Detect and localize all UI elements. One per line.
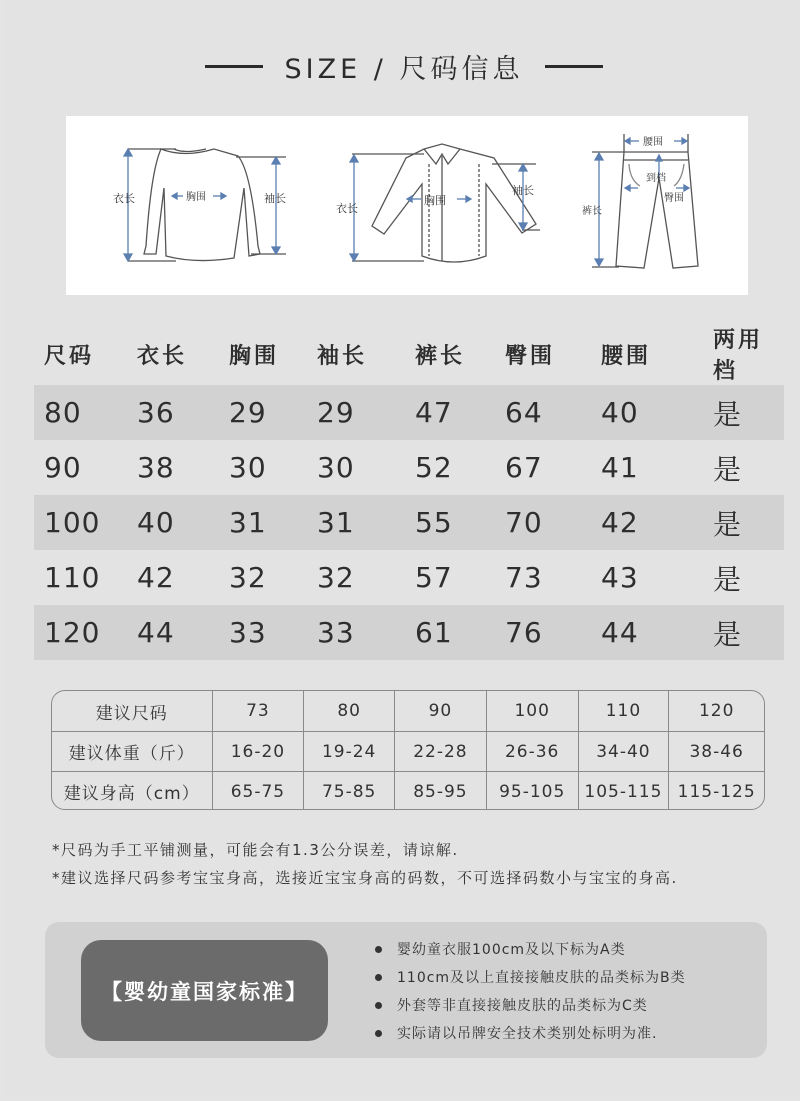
tshirt-sleeve-label: 袖长 <box>264 192 286 205</box>
bullet-icon <box>375 1030 382 1037</box>
bullet-icon <box>375 974 382 981</box>
cell-waist: 41 <box>601 451 639 484</box>
rec-cell: 34-40 <box>578 732 669 771</box>
cell-dual-crotch: 是 <box>713 397 743 431</box>
cell-dual-crotch: 是 <box>713 507 743 541</box>
table-row <box>34 440 784 495</box>
pants-hip-label: 臀围 <box>664 193 684 204</box>
rec-cell: 105-115 <box>578 772 669 810</box>
button-shirt-diagram-icon <box>314 116 564 295</box>
button-shirt-chest-label: 胸围 <box>424 194 446 207</box>
list-item <box>375 963 686 991</box>
cell-length: 42 <box>137 561 175 594</box>
rec-cell: 110 <box>578 691 669 731</box>
header-size: 尺码 <box>44 343 95 369</box>
section-title <box>4 44 800 88</box>
cell-pants-length: 47 <box>415 396 453 429</box>
table-row <box>34 605 784 660</box>
standard-item-text: 实际请以吊牌安全技术类别处标明为准. <box>397 1026 658 1042</box>
cell-size: 80 <box>44 396 82 429</box>
pants-length-label: 裤长 <box>582 206 602 217</box>
cell-chest: 29 <box>229 396 267 429</box>
bullet-icon <box>375 1002 382 1009</box>
cell-size: 110 <box>44 561 101 594</box>
size-table <box>34 328 784 660</box>
cell-sleeve: 29 <box>317 396 355 429</box>
rec-cell: 75-85 <box>303 772 394 810</box>
cell-size: 100 <box>44 506 101 539</box>
cell-pants-length: 57 <box>415 561 453 594</box>
pants-diagram-icon <box>564 116 754 295</box>
button-shirt-length-label: 衣长 <box>336 202 358 215</box>
note-measurement: *尺码为手工平铺测量，可能会有1.3公分误差，请谅解. <box>52 841 459 859</box>
cell-waist: 43 <box>601 561 639 594</box>
cell-pants-length: 55 <box>415 506 453 539</box>
rec-cell: 90 <box>394 691 486 731</box>
table-row <box>34 495 784 550</box>
title-text: SIZE / 尺码信息 <box>284 53 524 85</box>
cell-dual-crotch: 是 <box>713 562 743 596</box>
measurement-diagram <box>66 116 748 295</box>
rec-cell: 65-75 <box>212 772 304 810</box>
list-item <box>375 935 686 963</box>
title-divider-left <box>205 65 263 68</box>
table-row <box>52 771 764 810</box>
header-dual-crotch: 两用档 <box>713 328 764 384</box>
cell-waist: 42 <box>601 506 639 539</box>
table-row <box>52 731 764 771</box>
list-item <box>375 1019 686 1047</box>
table-row <box>34 385 784 440</box>
cell-chest: 30 <box>229 451 267 484</box>
rec-cell: 22-28 <box>394 732 486 771</box>
rec-cell: 26-36 <box>486 732 578 771</box>
cell-chest: 31 <box>229 506 267 539</box>
rec-cell: 80 <box>303 691 394 731</box>
bullet-icon <box>375 946 382 953</box>
rec-cell: 85-95 <box>394 772 486 810</box>
button-shirt-sleeve-label: 袖长 <box>512 184 534 197</box>
rec-label-height: 建议身高（cm） <box>63 784 200 804</box>
header-hip: 臀围 <box>505 343 556 369</box>
header-chest: 胸围 <box>229 343 280 369</box>
cell-size: 120 <box>44 616 101 649</box>
cell-sleeve: 33 <box>317 616 355 649</box>
cell-hip: 76 <box>505 616 543 649</box>
standard-item-text: 外套等非直接接触皮肤的品类标为C类 <box>397 998 648 1014</box>
header-pants-length: 裤长 <box>415 343 466 369</box>
rec-cell: 115-125 <box>668 772 764 810</box>
rec-cell: 73 <box>212 691 304 731</box>
header-length: 衣长 <box>137 343 188 369</box>
cell-dual-crotch: 是 <box>713 617 743 651</box>
cell-waist: 44 <box>601 616 639 649</box>
pants-rise-label: 到档 <box>646 173 666 184</box>
cell-length: 38 <box>137 451 175 484</box>
cell-sleeve: 32 <box>317 561 355 594</box>
national-standard-box <box>45 922 767 1058</box>
rec-cell: 100 <box>486 691 578 731</box>
cell-hip: 73 <box>505 561 543 594</box>
rec-cell: 120 <box>668 691 764 731</box>
recommendation-table <box>51 690 765 810</box>
standard-item-text: 婴幼童衣服100cm及以下标为A类 <box>397 942 626 958</box>
rec-label-weight: 建议体重（斤） <box>68 744 195 764</box>
rec-label-size: 建议尺码 <box>95 703 168 724</box>
standard-badge: 【婴幼童国家标准】 <box>81 940 328 1041</box>
cell-chest: 32 <box>229 561 267 594</box>
cell-length: 40 <box>137 506 175 539</box>
size-notes <box>52 836 792 892</box>
cell-pants-length: 52 <box>415 451 453 484</box>
cell-size: 90 <box>44 451 82 484</box>
rec-cell: 38-46 <box>668 732 764 771</box>
rec-cell: 16-20 <box>212 732 304 771</box>
cell-hip: 64 <box>505 396 543 429</box>
cell-length: 44 <box>137 616 175 649</box>
tshirt-length-label: 衣长 <box>113 192 135 205</box>
cell-waist: 40 <box>601 396 639 429</box>
table-row <box>52 691 764 731</box>
rec-cell: 95-105 <box>486 772 578 810</box>
list-item <box>375 991 686 1019</box>
cell-length: 36 <box>137 396 175 429</box>
cell-hip: 70 <box>505 506 543 539</box>
size-table-header <box>34 328 784 384</box>
cell-hip: 67 <box>505 451 543 484</box>
note-recommendation: *建议选择尺码参考宝宝身高，选接近宝宝身高的码数，不可选择码数小与宝宝的身高. <box>52 869 678 887</box>
cell-sleeve: 30 <box>317 451 355 484</box>
tshirt-diagram-icon <box>66 116 316 295</box>
standard-item-text: 110cm及以上直接接触皮肤的品类标为B类 <box>397 970 686 986</box>
cell-dual-crotch: 是 <box>713 452 743 486</box>
table-row <box>34 550 784 605</box>
cell-sleeve: 31 <box>317 506 355 539</box>
title-divider-right <box>545 65 603 68</box>
cell-pants-length: 61 <box>415 616 453 649</box>
pants-waist-label: 腰围 <box>643 137 663 148</box>
rec-cell: 19-24 <box>303 732 394 771</box>
cell-chest: 33 <box>229 616 267 649</box>
header-sleeve: 袖长 <box>317 343 368 369</box>
standard-list <box>375 935 686 1047</box>
tshirt-chest-label: 胸围 <box>186 192 206 203</box>
header-waist: 腰围 <box>601 343 652 369</box>
size-info-page <box>4 0 800 1097</box>
